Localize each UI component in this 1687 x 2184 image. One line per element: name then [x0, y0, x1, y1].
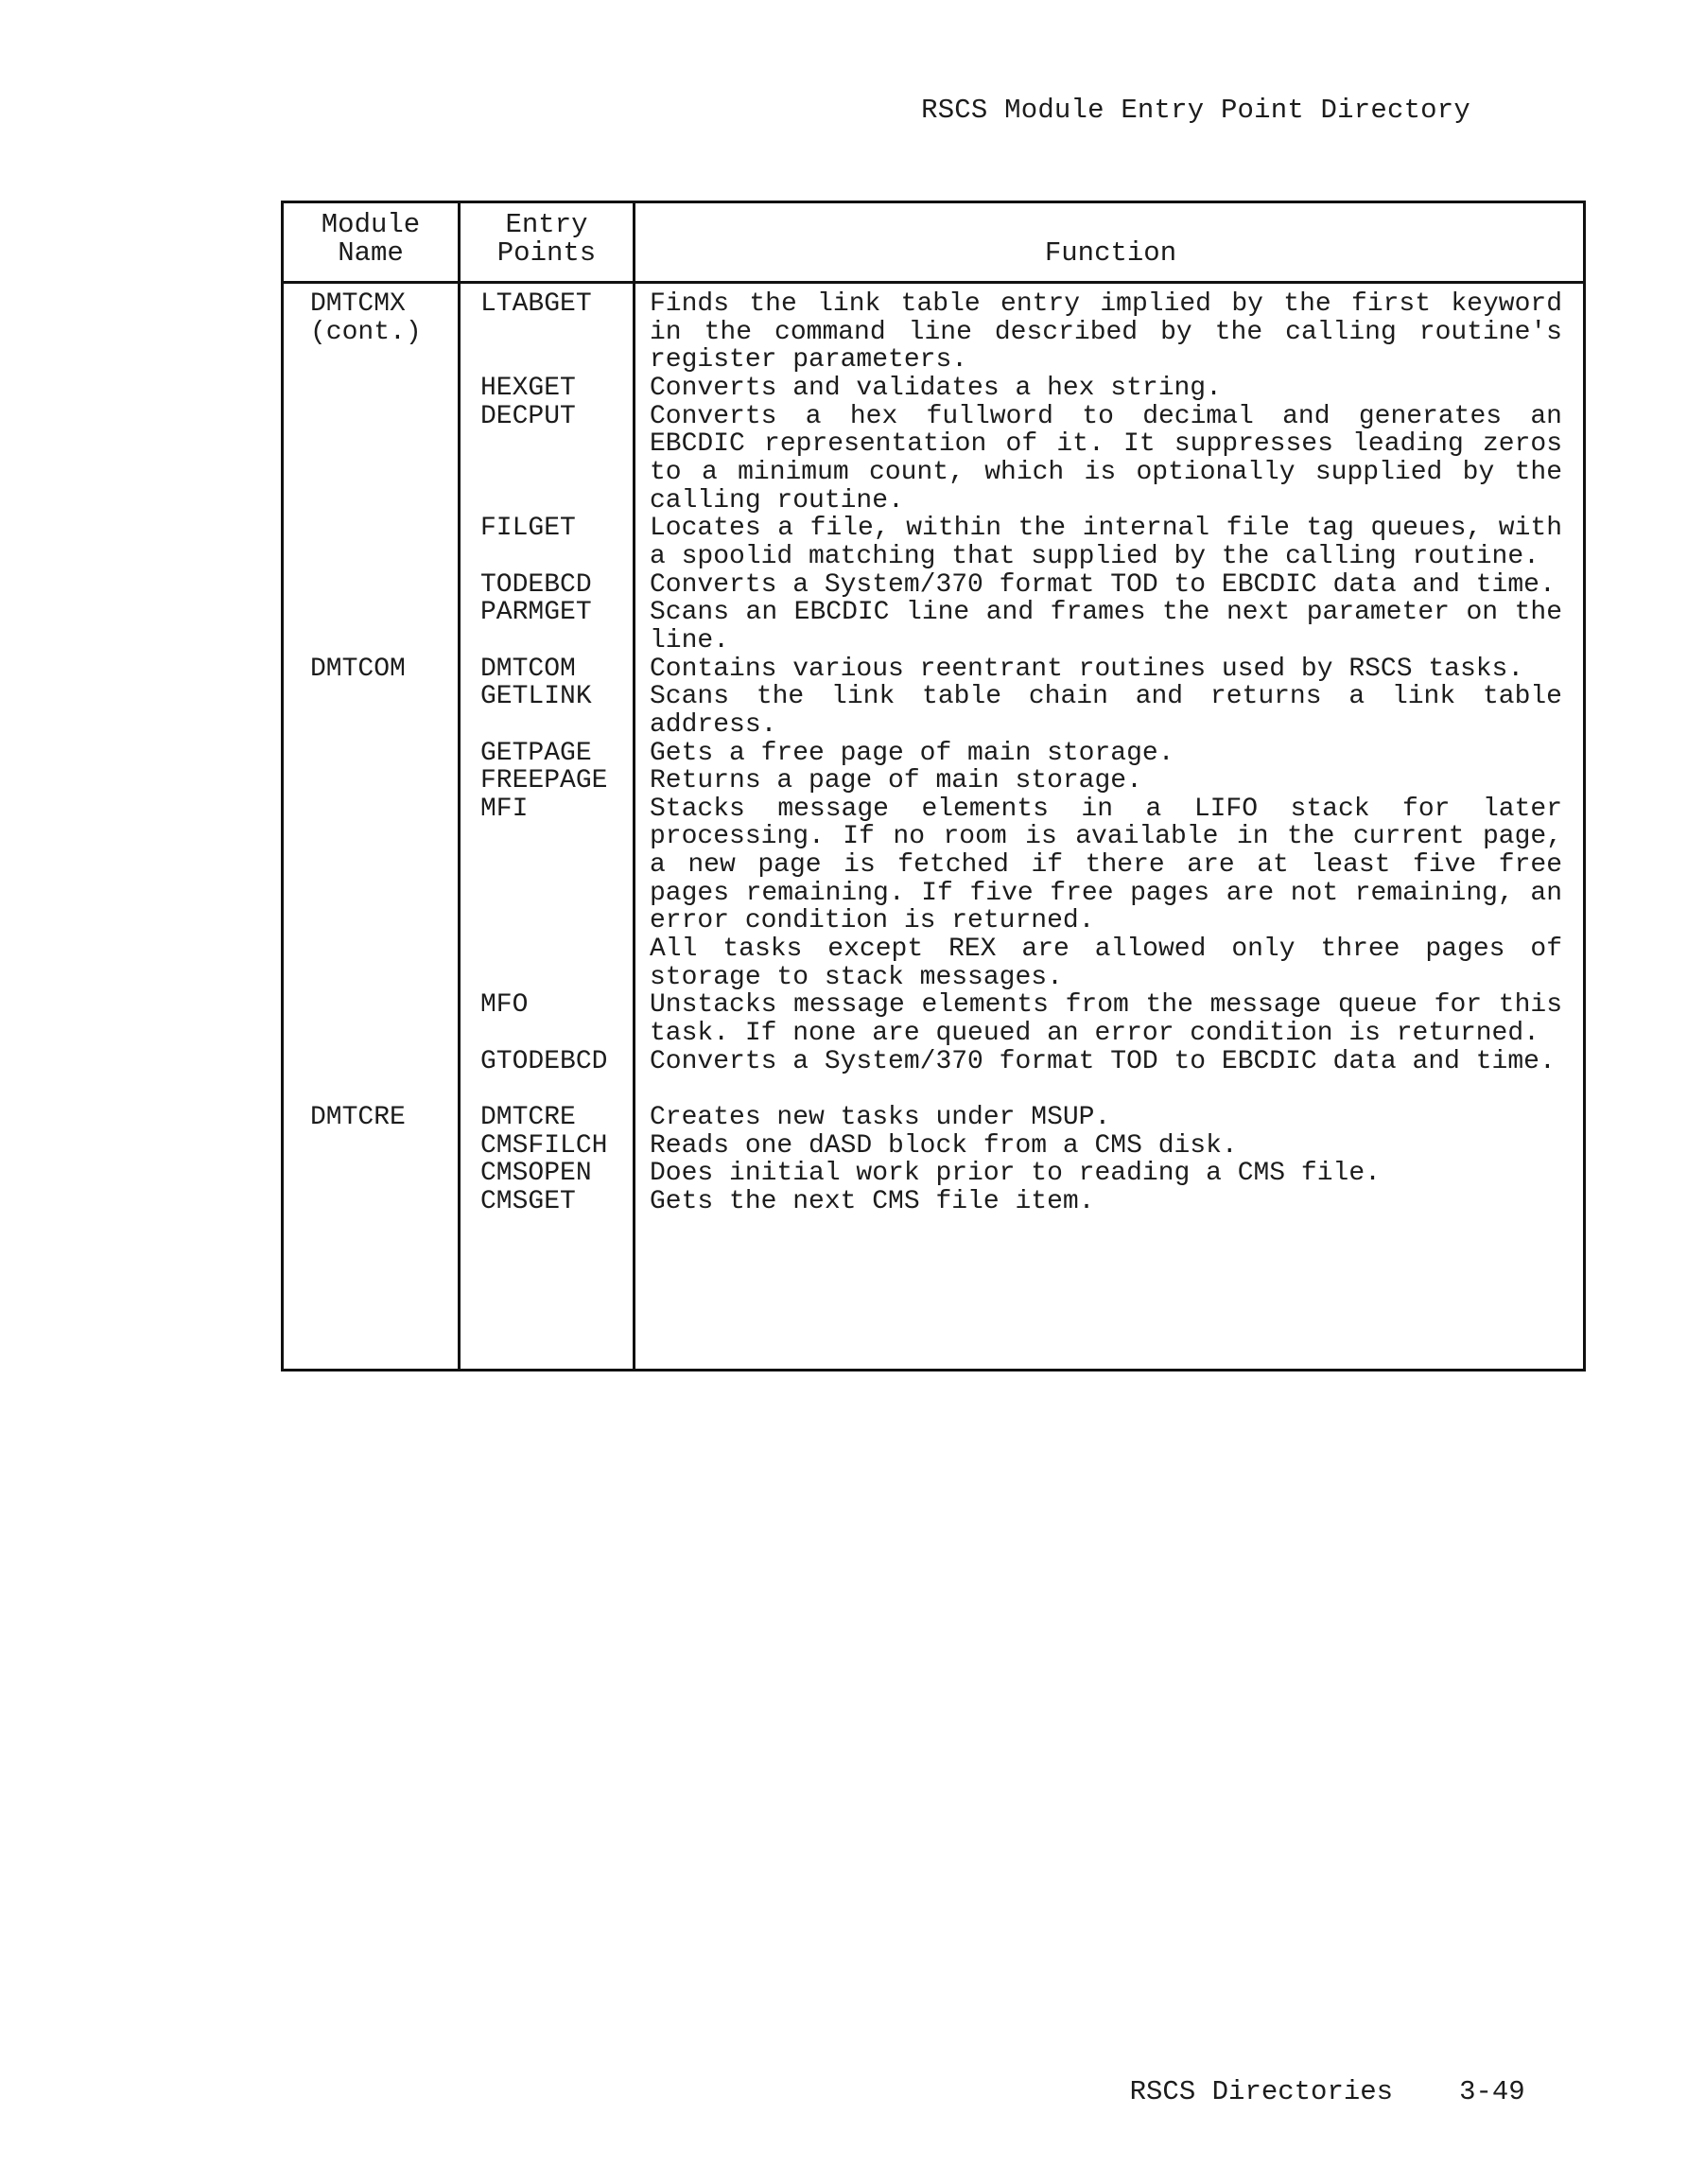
entry-point-cell: MFO	[480, 990, 529, 1021]
function-cell: Scans the link table chain and returns a link table address.	[650, 682, 1562, 740]
module-name-cell	[284, 1075, 458, 1104]
entry-point-cell: CMSOPEN	[480, 1159, 592, 1189]
table-row	[284, 655, 1583, 684]
module-name-cell	[284, 767, 458, 795]
footer-section: RSCS Directories	[1129, 2076, 1394, 2107]
page-footer	[1064, 2045, 1525, 2139]
entry-point-cell: GETLINK	[480, 682, 592, 712]
module-name-cell: DMTCOM	[310, 654, 406, 684]
function-cell: Scans an EBCDIC line and frames the next parameter on the line.	[650, 598, 1562, 655]
table-row	[284, 740, 1583, 768]
entry-point-cell	[458, 935, 633, 991]
table-row	[284, 375, 1583, 403]
entry-point-cell: HEXGET	[480, 373, 576, 403]
table-row	[284, 1075, 1583, 1104]
module-name-cell	[284, 935, 458, 991]
entry-point-cell: DMTCRE	[480, 1103, 576, 1133]
module-name-cell	[284, 375, 458, 403]
table-row	[284, 683, 1583, 739]
column-header-module: Module Name	[321, 209, 421, 269]
table-row	[284, 991, 1583, 1047]
function-cell: Stacks message elements in a LIFO stack for later processing. If no room is available in the current page, a new page is fetched if there are at least five free pages remaining. If five free pages are not remaining, an error condition is returned.	[650, 794, 1562, 936]
table-row	[284, 1160, 1583, 1188]
table-row	[284, 795, 1583, 935]
module-name-cell: DMTCRE	[310, 1103, 406, 1133]
table-row	[284, 1048, 1583, 1076]
function-cell: All tasks except REX are allowed only three pages of storage to stack messages.	[650, 935, 1562, 992]
entry-point-cell: CMSGET	[480, 1186, 576, 1216]
module-name-cell	[284, 1160, 458, 1188]
function-cell: Finds the link table entry implied by the first keyword in the command line described by the calling routine's register parameters.	[650, 289, 1562, 376]
module-name-cell: DMTCMX (cont.)	[310, 289, 422, 347]
table-row	[284, 1104, 1583, 1132]
function-cell: Reads one dASD block from a CMS disk.	[650, 1130, 1238, 1161]
header-rule	[284, 281, 1583, 284]
table-row	[284, 1188, 1583, 1216]
function-cell: Gets a free page of main storage.	[650, 738, 1174, 768]
module-name-cell	[284, 991, 458, 1047]
table-row	[284, 599, 1583, 655]
function-cell: Locates a file, within the internal file tag queues, with a spoolid matching that supplied by the calling routine.	[650, 514, 1562, 571]
module-name-cell	[284, 795, 458, 935]
entry-point-cell: FREEPAGE	[480, 766, 608, 796]
entry-point-cell: GETPAGE	[480, 738, 592, 768]
entry-point-cell: DMTCOM	[480, 654, 576, 684]
function-cell: Contains various reentrant routines used by RSCS tasks.	[650, 654, 1524, 684]
entry-point-cell: DECPUT	[480, 401, 576, 431]
table-row	[284, 515, 1583, 570]
function-cell: Unstacks message elements from the message queue for this task. If none are queued an error condition is returned.	[650, 990, 1562, 1049]
module-name-cell	[284, 683, 458, 739]
entry-point-cell: MFI	[480, 794, 529, 824]
function-cell: Returns a page of main storage.	[650, 766, 1142, 796]
table-row	[284, 767, 1583, 795]
page-header: RSCS Module Entry Point Directory	[921, 95, 1470, 126]
table-row	[284, 403, 1583, 515]
function-cell: Creates new tasks under MSUP.	[650, 1103, 1111, 1133]
entry-point-cell: CMSFILCH	[480, 1130, 608, 1161]
function-cell: Converts a System/370 format TOD to EBCDIC data and time.	[650, 569, 1556, 600]
module-name-cell	[284, 1132, 458, 1161]
entry-point-cell: GTODEBCD	[480, 1046, 608, 1076]
entry-point-cell	[458, 1075, 633, 1104]
entry-point-table	[281, 201, 1586, 1372]
function-cell: Converts a System/370 format TOD to EBCDIC data and time.	[650, 1046, 1556, 1076]
function-cell: Gets the next CMS file item.	[650, 1186, 1095, 1216]
module-name-cell	[284, 403, 458, 515]
table-body	[284, 290, 1583, 1216]
module-name-cell	[284, 571, 458, 600]
module-name-cell	[284, 599, 458, 655]
module-name-cell	[284, 1188, 458, 1216]
table-row	[284, 935, 1583, 991]
column-header-function: Function	[1044, 237, 1177, 269]
module-name-cell	[284, 1048, 458, 1076]
module-name-cell	[284, 515, 458, 570]
entry-point-cell: LTABGET	[480, 289, 592, 319]
table-row	[284, 1132, 1583, 1161]
table-row	[284, 290, 1583, 375]
entry-point-cell: FILGET	[480, 514, 576, 544]
module-name-cell	[284, 740, 458, 768]
table-row	[284, 571, 1583, 600]
function-cell	[633, 1075, 1583, 1104]
entry-point-cell: TODEBCD	[480, 569, 592, 600]
function-cell: Does initial work prior to reading a CMS file.	[650, 1159, 1381, 1189]
page-number: 3-49	[1459, 2076, 1525, 2107]
function-cell: Converts a hex fullword to decimal and generates an EBCDIC representation of it. It suppresses leading zeros to a minimum count, which is optionally supplied by the calling routine.	[650, 401, 1562, 515]
function-cell: Converts and validates a hex string.	[650, 373, 1222, 403]
entry-point-cell: PARMGET	[480, 598, 592, 628]
column-header-entry: Entry Points	[496, 209, 597, 269]
